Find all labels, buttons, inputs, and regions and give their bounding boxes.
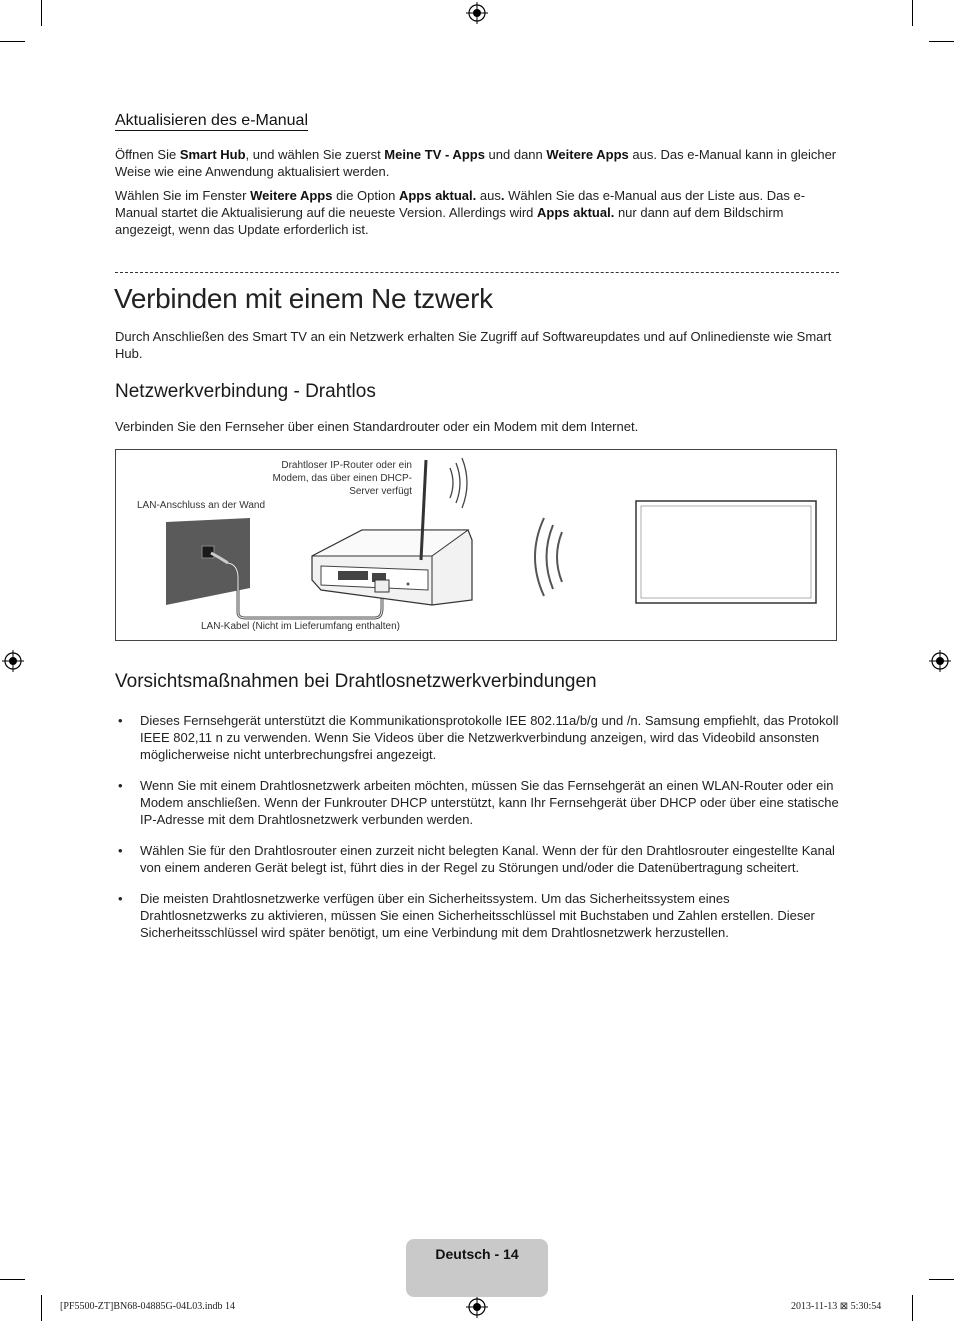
diagram-illustration (116, 450, 836, 640)
list-item: • Dieses Fernsehgerät unterstützt die Kommunikationsprotokolle IEE 802.11a/b/g und /n. Samsung empfiehlt, das Protokoll IEEE 802,11 n zu verwenden. Wenn Sie Videos über die Netzwerkverbindung anzeigen, wird das Videobild ansonsten möglicherweise nicht unterbrechungsfrei angezeigt. (118, 713, 839, 762)
wifi-signal-icon (450, 458, 467, 508)
registration-target-icon (2, 650, 24, 672)
page-number-tab (406, 1239, 548, 1297)
wifi-waves-icon (535, 518, 562, 596)
page-number: Deutsch - 14 (435, 1246, 519, 1262)
cable-label: LAN-Kabel (Nicht im Lieferumfang enthalten) (201, 621, 400, 632)
router-label: Drahtloser IP-Router oder ein Modem, das über einen DHCP- Server verfügt (272, 460, 412, 497)
bullet-icon: • (118, 778, 123, 793)
network-diagram (115, 449, 837, 641)
bullet-icon: • (118, 713, 123, 728)
precautions-list (115, 712, 840, 941)
section-heading-update-emanual: Aktualisieren des e-Manual (115, 112, 308, 129)
router-icon (312, 460, 472, 605)
precautions-heading: Vorsichtsmaßnahmen bei Drahtlosnetzwerkverbindungen (115, 671, 597, 692)
paragraph-update-2: Wählen Sie im Fenster Weitere Apps die Option Apps aktual. aus. Wählen Sie das e-Manual aus der Liste aus. Das e-Manual startet die Aktualisierung auf die neueste Version. Allerdings wird Apps aktual. nur dann auf dem Bildschirm angezeigt, wenn das Update erforderlich ist. (115, 188, 806, 237)
page-title: Verbinden mit einem Ne tzwerk (114, 283, 493, 314)
print-slug-right: 2013-11-13 ⊠ 5:30:54 (791, 1301, 882, 1312)
wall-port-label: LAN-Anschluss an der Wand (137, 500, 266, 511)
bullet-icon: • (118, 891, 123, 906)
bullet-icon: • (118, 843, 123, 858)
paragraph-update-1: Öffnen Sie Smart Hub, und wählen Sie zuerst Meine TV - Apps und dann Weitere Apps aus. Das e-Manual kann in gleicher Weise wie eine Anwendung aktualisiert werden. (115, 147, 837, 179)
list-item: • Die meisten Drahtlosnetzwerke verfügen über ein Sicherheitssystem. Um das Sicherheitssystem eines Drahtlosnetzwerks zu aktivieren, müssen Sie einen Sicherheitsschlüssel mit Buchstaben und Zahlen erstellen. Dieser Sicherheitsschlüssel wird später benötigt, um eine Verbindung mit dem Drahtlosnetzwerk herzustellen. (118, 891, 815, 940)
tv-icon (636, 501, 816, 603)
wireless-text: Verbinden Sie den Fernseher über einen Standardrouter oder ein Modem mit dem Internet. (115, 419, 639, 434)
wireless-heading: Netzwerkverbindung - Drahtlos (115, 381, 376, 402)
print-slug-left: [PF5500-ZT]BN68-04885G-04L03.indb 14 (60, 1301, 235, 1312)
section-divider (115, 272, 839, 273)
registration-target-icon (466, 2, 488, 24)
registration-target-icon (929, 650, 951, 672)
registration-target-icon (466, 1296, 488, 1318)
list-item: • Wählen Sie für den Drahtlosrouter einen zurzeit nicht belegten Kanal. Wenn der für den Drahtlosrouter eingestellte Kanal von einem anderen Gerät belegt ist, führt dies in der Regel zu Störungen und/oder die Datenübertragung scheitert. (118, 843, 835, 875)
list-item: • Wenn Sie mit einem Drahtlosnetzwerk arbeiten möchten, müssen Sie das Fernsehgerät an einen WLAN-Router oder ein Modem anschließen. Wenn der Funkrouter DHCP unterstützt, kann Ihr Fernsehgerät über DHCP oder über eine statische IP-Adresse mit dem Drahtlosnetzwerk verbunden werden. (118, 778, 839, 827)
network-intro: Durch Anschließen des Smart TV an ein Netzwerk erhalten Sie Zugriff auf Softwareupdates und auf Onlinedienste wie Smart Hub. (115, 329, 832, 361)
